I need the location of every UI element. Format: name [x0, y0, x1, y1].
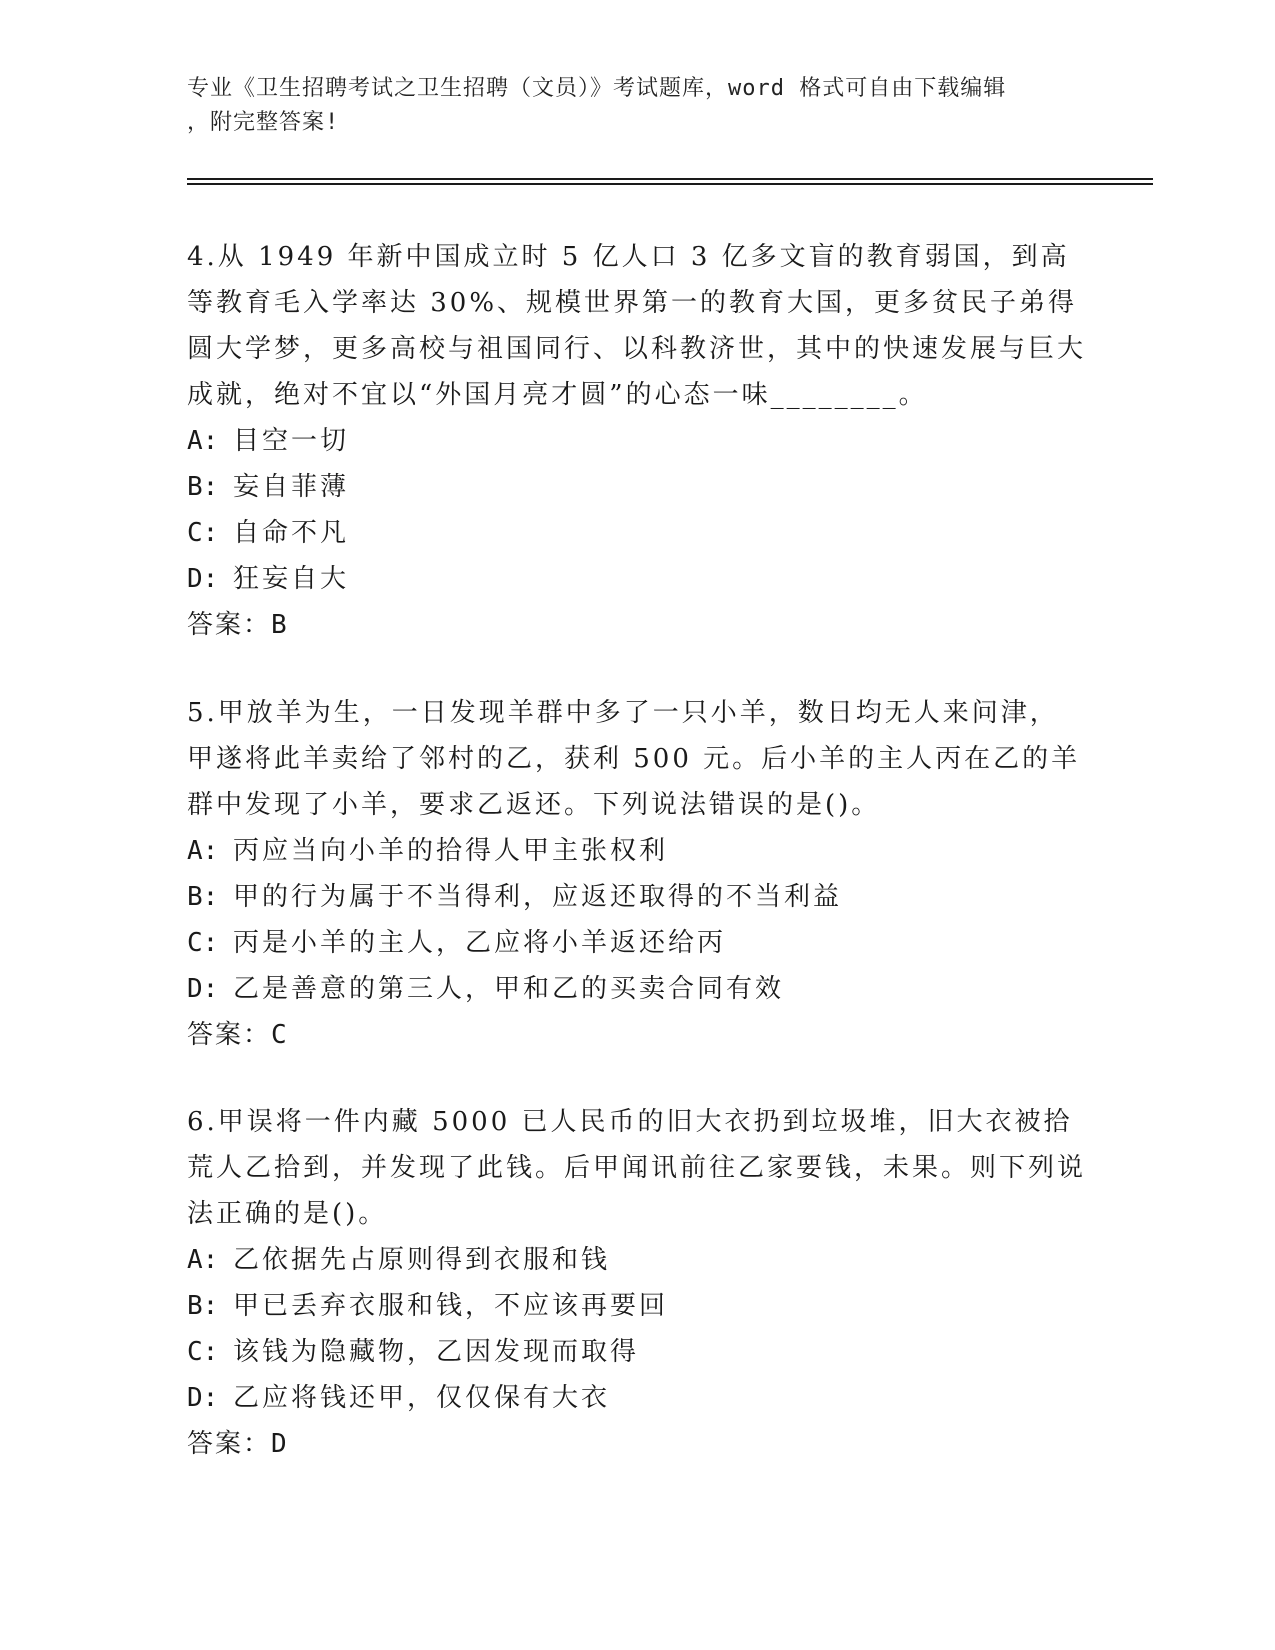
option-text: 乙应将钱还甲，仅仅保有大衣 [233, 1383, 611, 1413]
header-line-2: ，附完整答案! [187, 110, 340, 135]
option-text: 甲的行为属于不当得利，应返还取得的不当利益 [233, 882, 843, 912]
option-d [187, 556, 1087, 602]
option-c [187, 510, 1087, 556]
header-divider-top [187, 178, 1153, 180]
question-stem: 5.甲放羊为生，一日发现羊群中多了一只小羊，数日均无人来问津，甲遂将此羊卖给了邻村的乙，获利 500 元。后小羊的主人丙在乙的羊群中发现了小羊，要求乙返还。下列说法错误的是()。 [187, 698, 1081, 820]
option-text: 丙应当向小羊的拾得人甲主张权利 [233, 836, 669, 866]
option-b [187, 874, 1087, 920]
option-letter: B: [187, 472, 219, 502]
option-d [187, 966, 1087, 1012]
option-letter: D: [187, 1383, 219, 1413]
option-letter: C: [187, 518, 219, 548]
option-letter: B: [187, 882, 219, 912]
answer-line: 答案：B [187, 610, 289, 640]
option-text: 该钱为隐藏物，乙因发现而取得 [233, 1337, 640, 1367]
header-line-1: 专业《卫生招聘考试之卫生招聘（文员）》考试题库，word 格式可自由下载编辑 [187, 76, 1007, 101]
option-text: 乙是善意的第三人，甲和乙的买卖合同有效 [233, 974, 785, 1004]
answer-line: 答案：D [187, 1429, 289, 1459]
option-b [187, 1283, 1087, 1329]
option-a [187, 828, 1087, 874]
question-stem: 6.甲误将一件内藏 5000 已人民币的旧大衣扔到垃圾堆，旧大衣被拾荒人乙拾到，并发现了此钱。后甲闻讯前往乙家要钱，未果。则下列说法正确的是()。 [187, 1107, 1087, 1229]
option-b [187, 464, 1087, 510]
header-divider-bottom [187, 183, 1153, 185]
option-text: 自命不凡 [233, 518, 350, 548]
question-5 [187, 690, 1087, 1058]
option-letter: D: [187, 564, 219, 594]
option-text: 狂妄自大 [233, 564, 350, 594]
option-letter: A: [187, 836, 219, 866]
question-stem: 4.从 1949 年新中国成立时 5 亿人口 3 亿多文盲的教育弱国，到高等教育毛入学率达 30%、规模世界第一的教育大国，更多贫民子弟得圆大学梦，更多高校与祖国同行、以科教济世，其中的快速发展与巨大成就，绝对不宜以“外国月亮才圆”的心态一味________。 [187, 242, 1087, 410]
option-d [187, 1375, 1087, 1421]
answer-line: 答案：C [187, 1020, 289, 1050]
option-text: 甲已丢弃衣服和钱，不应该再要回 [233, 1291, 669, 1321]
option-text: 妄自菲薄 [233, 472, 350, 502]
option-letter: C: [187, 1337, 219, 1367]
option-text: 目空一切 [233, 426, 350, 456]
option-letter: C: [187, 928, 219, 958]
option-text: 丙是小羊的主人，乙应将小羊返还给丙 [233, 928, 727, 958]
option-c [187, 920, 1087, 966]
question-6 [187, 1099, 1087, 1467]
option-a [187, 1237, 1087, 1283]
option-letter: D: [187, 974, 219, 1004]
option-text: 乙依据先占原则得到衣服和钱 [233, 1245, 611, 1275]
option-letter: B: [187, 1291, 219, 1321]
option-c [187, 1329, 1087, 1375]
question-4 [187, 234, 1087, 648]
document-header [187, 72, 1087, 140]
option-letter: A: [187, 1245, 219, 1275]
option-letter: A: [187, 426, 219, 456]
option-a [187, 418, 1087, 464]
